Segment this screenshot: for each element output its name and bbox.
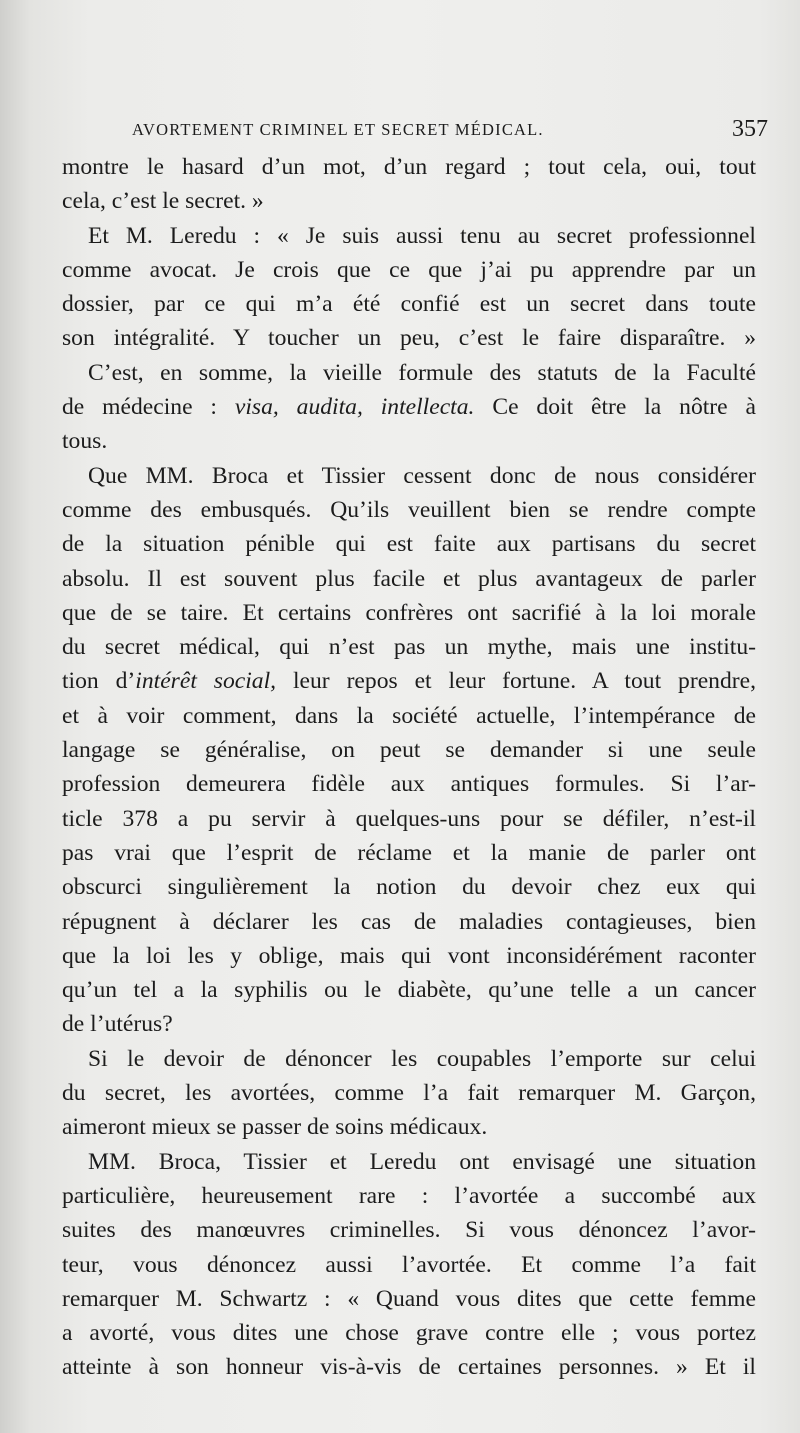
text-line: MM. Broca, Tissier et Leredu ont envisagé une situation [88, 1148, 756, 1175]
text-line: tous. [62, 428, 108, 455]
text-line: que la loi les y oblige, mais qui vont inconsidérément raconter [62, 942, 756, 969]
text-line: dossier, par ce qui m’a été confié est un secret dans toute [62, 291, 756, 318]
text-line: et à voir comment, dans la société actuelle, l’intempérance de [62, 702, 756, 729]
text-line [62, 664, 756, 698]
text-fragment: de médecine : [62, 394, 217, 421]
text-line: atteinte à son honneur vis-à-vis de certaines personnes. » Et il [62, 1354, 756, 1381]
text-line: que de se taire. Et certains confrères ont sacrifié à la loi morale [62, 599, 756, 626]
text-line: pas vrai que l’esprit de réclame et la manie de parler ont [62, 839, 756, 866]
text-fragment: Ce doit être la nôtre à [492, 394, 756, 421]
text-line: Que MM. Broca et Tissier cessent donc de nous considérer [88, 462, 756, 489]
text-line: a avorté, vous dites une chose grave contre elle ; vous portez [62, 1320, 756, 1347]
text-line: cela, c’est le secret. » [62, 188, 264, 215]
text-line: particulière, heureusement rare : l’avortée a succombé aux [62, 1182, 756, 1209]
text-fragment: tion d’ [62, 668, 136, 695]
text-line: comme avocat. Je crois que ce que j’ai pu apprendre par un [62, 256, 756, 283]
running-head [132, 116, 768, 146]
text-line: profession demeurera fidèle aux antiques formules. Si l’ar- [62, 771, 756, 798]
body-text [62, 150, 756, 1385]
text-line: absolu. Il est souvent plus facile et plus avantageux de parler [62, 565, 756, 592]
text-line: Et M. Leredu : « Je suis aussi tenu au secret professionnel [88, 222, 756, 249]
text-line: suites des manœuvres criminelles. Si vous dénoncez l’avor- [62, 1217, 756, 1244]
text-line: langage se généralise, on peut se demander si une seule [62, 737, 756, 764]
text-line: remarquer M. Schwartz : « Quand vous dites que cette femme [62, 1285, 756, 1312]
latin-formula: visa, audita, intellecta. [234, 394, 475, 421]
text-line: du secret médical, qui n’est pas un mythe, mais une institu- [62, 634, 756, 661]
text-line: son intégralité. Y toucher un peu, c’est le faire disparaître. » [62, 325, 756, 352]
text-line: Si le devoir de dénoncer les coupables l’emporte sur celui [88, 1045, 756, 1072]
text-line: ticle 378 a pu servir à quelques-uns pour se défiler, n’est-il [62, 805, 756, 832]
text-line: de la situation pénible qui est faite aux partisans du secret [62, 531, 756, 558]
running-title: AVORTEMENT CRIMINEL ET SECRET MÉDICAL. [132, 120, 544, 139]
text-line: répugnent à déclarer les cas de maladies contagieuses, bien [62, 908, 756, 935]
text-line: du secret, les avortées, comme l’a fait remarquer M. Garçon, [62, 1080, 756, 1107]
text-fragment: leur repos et leur fortune. A tout prendre, [292, 668, 756, 695]
text-line [62, 390, 756, 424]
text-line: obscurci singulièrement la notion du devoir chez eux qui [62, 874, 756, 901]
text-line: teur, vous dénoncez aussi l’avortée. Et comme l’a fait [62, 1251, 756, 1278]
text-line: de l’utérus? [62, 1011, 173, 1038]
italic-phrase: intérêt social, [135, 668, 277, 695]
text-line: qu’un tel a la syphilis ou le diabète, qu’une telle a un cancer [62, 977, 756, 1004]
text-line: C’est, en somme, la vieille formule des statuts de la Faculté [88, 359, 756, 386]
text-line: montre le hasard d’un mot, d’un regard ; tout cela, oui, tout [62, 154, 756, 180]
text-line: aimeront mieux se passer de soins médicaux. [62, 1114, 488, 1141]
page-number: 357 [732, 116, 768, 142]
text-line: comme des embusqués. Qu’ils veuillent bien se rendre compte [62, 496, 756, 523]
